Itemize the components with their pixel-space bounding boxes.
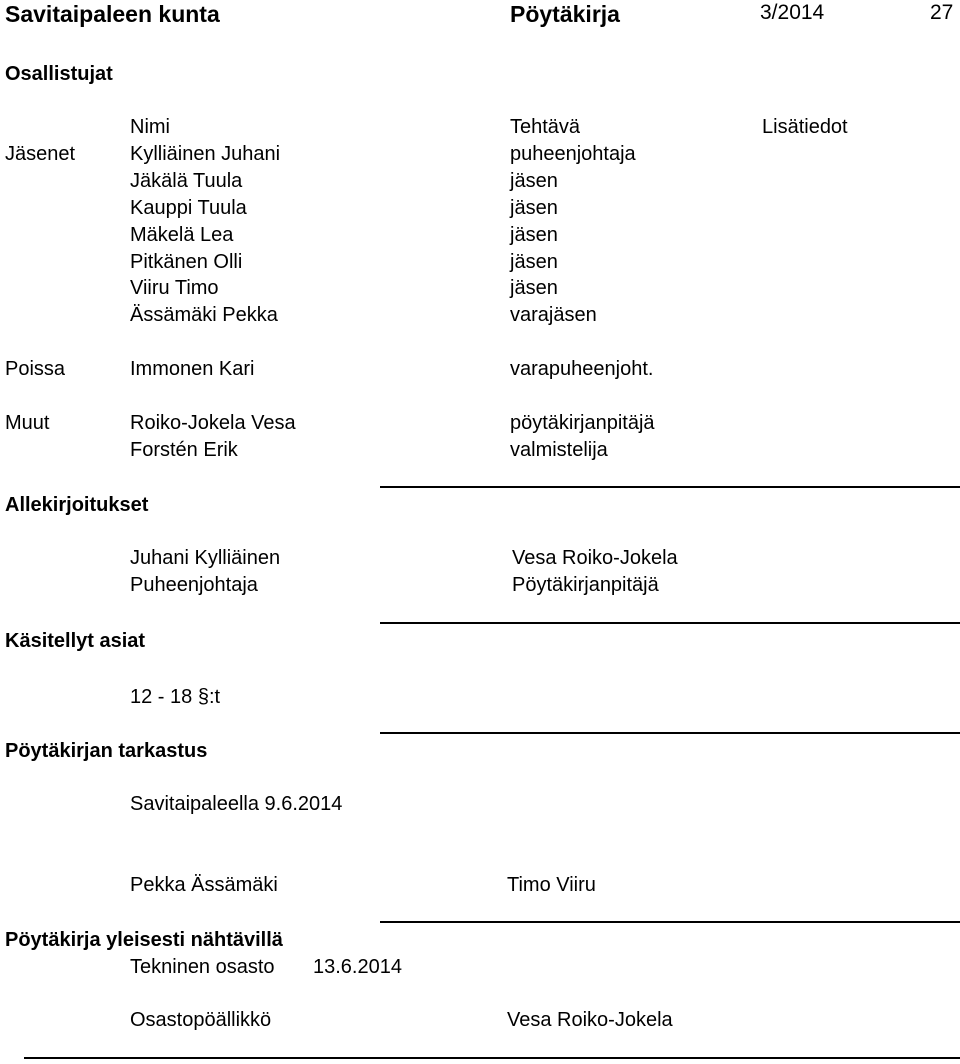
member-name: Mäkelä Lea <box>130 224 234 246</box>
column-header-info: Lisätiedot <box>762 116 848 138</box>
member-role: jäsen <box>510 277 558 299</box>
column-header-role: Tehtävä <box>510 116 581 138</box>
member-role: jäsen <box>510 251 558 273</box>
signer-name: Vesa Roiko-Jokela <box>507 1009 673 1031</box>
secretary-title: Pöytäkirjanpitäjä <box>512 574 659 596</box>
absent-label: Poissa <box>5 358 66 380</box>
document-type: Pöytäkirja <box>510 1 620 27</box>
absent-role: varapuheenjoht. <box>510 358 654 380</box>
absent-name: Immonen Kari <box>130 358 255 380</box>
signatures-heading: Allekirjoitukset <box>5 494 149 516</box>
reviewer-2: Timo Viiru <box>507 874 596 896</box>
member-role: puheenjohtaja <box>510 143 636 165</box>
display-place: Tekninen osasto <box>130 956 275 978</box>
display-date: 13.6.2014 <box>313 956 402 978</box>
page-number: 27 <box>930 1 954 24</box>
participants-heading: Osallistujat <box>5 63 113 85</box>
other-role: valmistelija <box>510 439 608 461</box>
section-divider <box>380 732 960 734</box>
meeting-number: 3/2014 <box>760 1 825 24</box>
member-name: Pitkänen Olli <box>130 251 243 273</box>
member-role: jäsen <box>510 197 558 219</box>
member-role: jäsen <box>510 170 558 192</box>
public-display-heading: Pöytäkirja yleisesti nähtävillä <box>5 929 283 951</box>
signer-title: Osastopöällikkö <box>130 1009 272 1031</box>
member-name: Ässämäki Pekka <box>130 304 278 326</box>
items-heading: Käsitellyt asiat <box>5 630 146 652</box>
review-place-date: Savitaipaleella 9.6.2014 <box>130 793 343 815</box>
items-range: 12 - 18 §:t <box>130 686 221 708</box>
other-name: Roiko-Jokela Vesa <box>130 412 296 434</box>
member-name: Kylliäinen Juhani <box>130 143 281 165</box>
other-role: pöytäkirjanpitäjä <box>510 412 655 434</box>
others-label: Muut <box>5 412 50 434</box>
bottom-divider <box>24 1057 960 1059</box>
reviewer-1: Pekka Ässämäki <box>130 874 278 896</box>
section-divider <box>380 622 960 624</box>
municipality-name: Savitaipaleen kunta <box>5 1 220 27</box>
member-name: Kauppi Tuula <box>130 197 247 219</box>
section-divider <box>380 486 960 488</box>
section-divider <box>380 921 960 923</box>
chair-title: Puheenjohtaja <box>130 574 258 596</box>
members-label: Jäsenet <box>5 143 76 165</box>
other-name: Forstén Erik <box>130 439 238 461</box>
member-role: varajäsen <box>510 304 597 326</box>
column-header-name: Nimi <box>130 116 170 138</box>
secretary-name: Vesa Roiko-Jokela <box>512 547 678 569</box>
chair-name: Juhani Kylliäinen <box>130 547 281 569</box>
member-name: Jäkälä Tuula <box>130 170 243 192</box>
member-name: Viiru Timo <box>130 277 219 299</box>
review-heading: Pöytäkirjan tarkastus <box>5 740 208 762</box>
member-role: jäsen <box>510 224 558 246</box>
